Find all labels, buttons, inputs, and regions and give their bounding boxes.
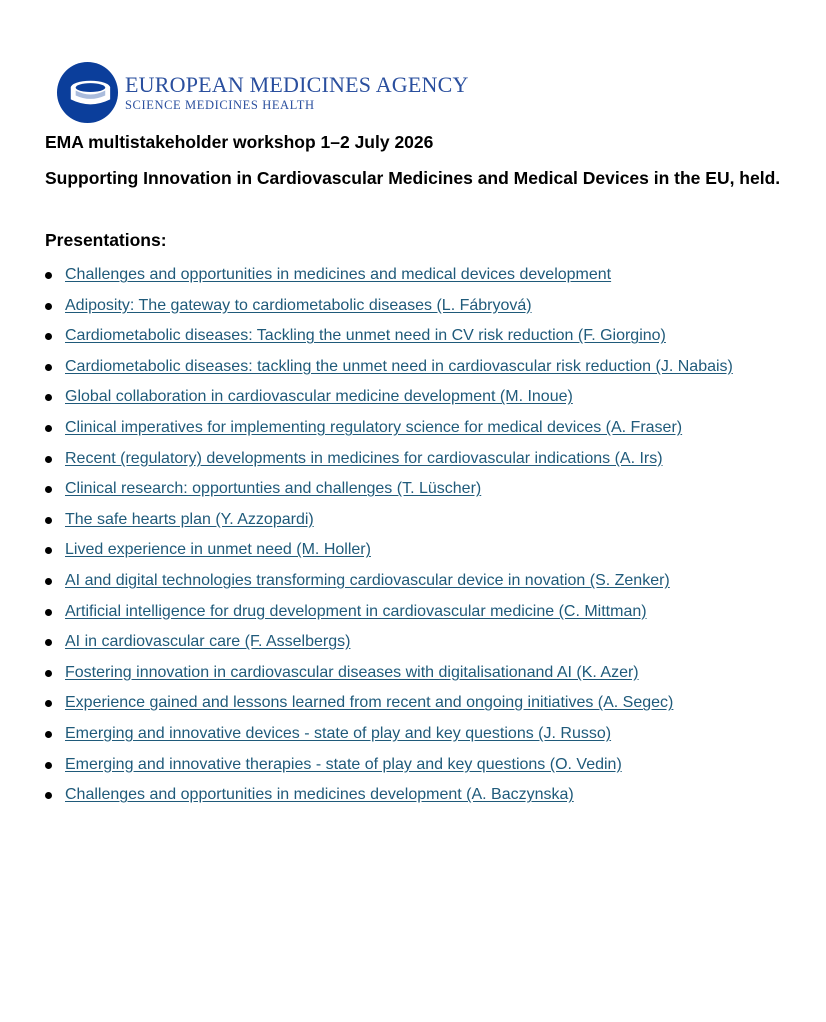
workshop-subtitle: Supporting Innovation in Cardiovascular Medicines and Medical Devices in the EU, held. (45, 168, 781, 188)
presentation-item (45, 658, 805, 689)
bullet-icon (45, 547, 52, 554)
bullet-icon (45, 394, 52, 401)
workshop-title: EMA multistakeholder workshop 1–2 July 2026 (45, 132, 434, 152)
presentation-link[interactable]: Fostering innovation in cardiovascular diseases with digitalisationand AI (K. Azer) (65, 663, 639, 681)
bullet-icon (45, 486, 52, 493)
presentation-item (45, 260, 805, 291)
bullet-icon (45, 762, 52, 769)
presentation-item (45, 780, 805, 811)
bullet-icon (45, 639, 52, 646)
presentation-link[interactable]: AI in cardiovascular care (F. Asselbergs) (65, 633, 351, 651)
presentation-item (45, 566, 805, 597)
bullet-icon (45, 425, 52, 432)
presentation-link[interactable]: Cardiometabolic diseases: tackling the unmet need in cardiovascular risk reduction (J. Nabais) (65, 357, 733, 375)
presentation-link[interactable]: Challenges and opportunities in medicines and medical devices development (65, 266, 612, 283)
presentation-item (45, 535, 805, 566)
presentation-link[interactable]: Emerging and innovative therapies - state of play and key questions (O. Vedin) (65, 755, 622, 773)
presentation-item (45, 291, 805, 322)
logo-text (125, 73, 469, 112)
presentation-item (45, 719, 805, 750)
bullet-icon (45, 578, 52, 585)
agency-tagline: SCIENCE MEDICINES HEALTH (125, 97, 315, 112)
presentation-link[interactable]: Cardiometabolic diseases: Tackling the unmet need in CV risk reduction (F. Giorgino) (65, 327, 666, 345)
presentation-link[interactable]: Clinical imperatives for implementing regulatory science for medical devices (A. Fraser) (65, 418, 683, 436)
bullet-icon (45, 456, 52, 463)
presentation-link[interactable]: Artificial intelligence for drug development in cardiovascular medicine (C. Mittman) (65, 602, 647, 620)
presentation-item (45, 688, 805, 719)
bullet-icon (45, 517, 52, 524)
presentation-link[interactable]: Lived experience in unmet need (M. Holler) (65, 541, 371, 559)
presentations-list (45, 260, 805, 811)
presentation-item (45, 505, 805, 536)
presentation-item (45, 597, 805, 628)
agency-name: EUROPEAN MEDICINES AGENCY (125, 71, 469, 97)
presentation-link[interactable]: The safe hearts plan (Y. Azzopardi) (65, 510, 314, 528)
presentation-link[interactable]: Experience gained and lessons learned from recent and ongoing initiatives (A. Segec) (65, 694, 674, 712)
bullet-icon (45, 333, 52, 340)
bullet-icon (45, 272, 52, 279)
presentation-link[interactable]: Emerging and innovative devices - state of play and key questions (J. Russo) (65, 724, 612, 742)
bullet-icon (45, 731, 52, 738)
presentation-item (45, 444, 805, 475)
presentation-link[interactable]: Recent (regulatory) developments in medicines for cardiovascular indications (A. Irs) (65, 449, 663, 467)
bullet-icon (45, 792, 52, 799)
presentations-heading: Presentations: (45, 230, 167, 250)
presentation-item (45, 474, 805, 505)
presentation-link[interactable]: Clinical research: opportunties and challenges (T. Lüscher) (65, 480, 482, 498)
bullet-icon (45, 364, 52, 371)
presentation-item (45, 627, 805, 658)
presentation-item (45, 382, 805, 413)
bullet-icon (45, 609, 52, 616)
ema-logo-icon (56, 61, 119, 124)
presentation-item (45, 321, 805, 352)
presentation-item (45, 413, 805, 444)
presentation-item (45, 750, 805, 781)
ema-logo (56, 60, 469, 124)
bullet-icon (45, 670, 52, 677)
presentation-link[interactable]: AI and digital technologies transforming cardiovascular device in novation (S. Zenker) (65, 571, 670, 589)
presentation-item (45, 352, 805, 383)
presentation-link[interactable]: Challenges and opportunities in medicines development (A. Baczynska) (65, 786, 574, 804)
presentation-link[interactable]: Adiposity: The gateway to cardiometabolic diseases (L. Fábryová) (65, 296, 532, 314)
bullet-icon (45, 700, 52, 707)
presentation-link[interactable]: Global collaboration in cardiovascular medicine development (M. Inoue) (65, 388, 573, 406)
bullet-icon (45, 303, 52, 310)
